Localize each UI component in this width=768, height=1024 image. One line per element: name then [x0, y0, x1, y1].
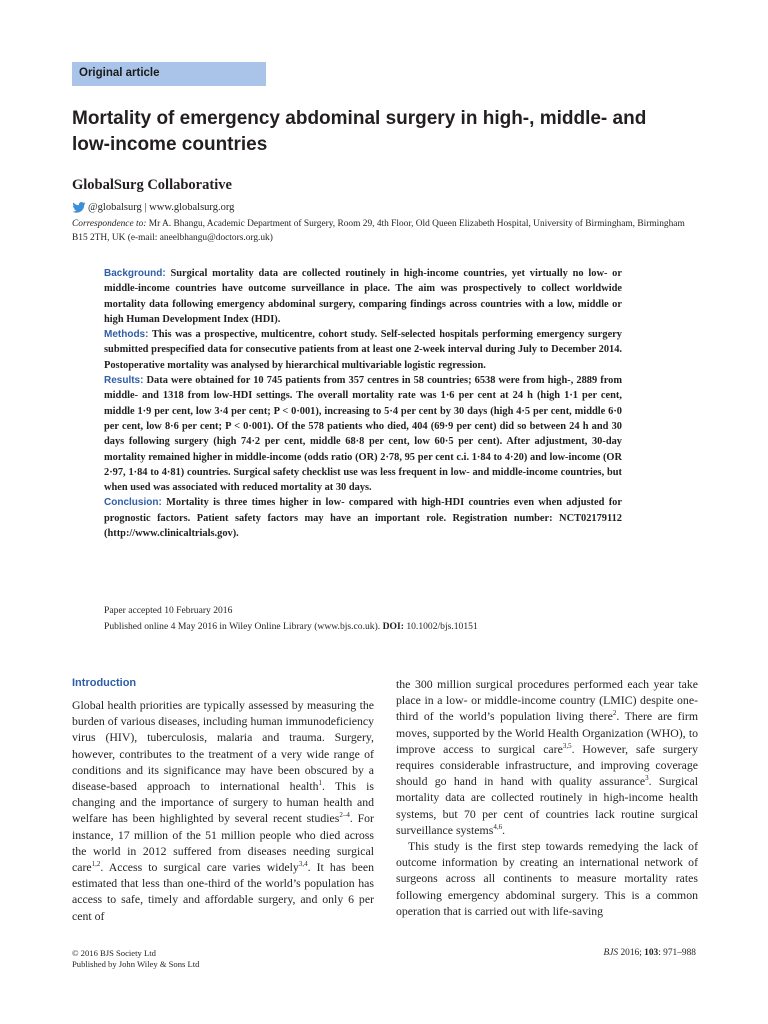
- citation-ref[interactable]: 3,4: [298, 860, 308, 869]
- journal-abbrev: BJS: [603, 948, 619, 958]
- abstract-methods: [104, 327, 622, 373]
- accepted-date: Paper accepted 10 February 2016: [104, 605, 233, 616]
- body-column-right: [396, 676, 698, 919]
- citation-volume: 103: [644, 948, 659, 958]
- abstract-background-text: Surgical mortality data are collected routinely in high-income countries, yet virtually no low- or middle-income countries have outcome surveillance in place. The aim was prospectively to collect worldwide mortality data following emergency abdominal surgery, comparing findings across countries with a low, middle or high Human Development Index (HDI).: [104, 268, 622, 325]
- citation-ref[interactable]: 1: [318, 779, 323, 788]
- citation-ref[interactable]: 4,6: [493, 822, 503, 831]
- abstract: [104, 266, 622, 541]
- article-title: Mortality of emergency abdominal surgery in high-, middle- and low-income countries: [72, 108, 647, 155]
- abstract-results-heading: Results:: [104, 375, 144, 387]
- body-text: .: [502, 822, 506, 837]
- introduction-paragraph-2: This study is the first step towards remedying the lack of outcome information by creating an international network of surgeons across all continents to measure mortality rates following emergency abdominal surgery. This is a common operation that is carried out with life-saving: [396, 839, 698, 918]
- abstract-methods-heading: Methods:: [104, 329, 149, 341]
- published-text: Published online 4 May 2016 in Wiley Online Library (www.bjs.co.uk).: [104, 621, 383, 632]
- citation-ref[interactable]: 2–4: [339, 811, 350, 820]
- footer-copyright: [72, 948, 199, 970]
- abstract-background: [104, 266, 622, 327]
- introduction-paragraph-1: [72, 697, 374, 924]
- citation-ref[interactable]: 3,5: [562, 741, 572, 750]
- correspondence-label: Correspondence to:: [72, 219, 147, 229]
- citation-ref[interactable]: 2: [612, 709, 617, 718]
- citation-pages: : 971–988: [658, 948, 696, 958]
- publication-meta: [104, 603, 624, 635]
- citation-year: 2016;: [618, 948, 645, 958]
- body-text: . Access to surgical care varies widely: [100, 860, 299, 875]
- abstract-conclusion-heading: Conclusion:: [104, 497, 162, 509]
- abstract-results: [104, 373, 622, 495]
- social-links: [72, 201, 234, 214]
- body-text: . Surgical mortality data are collected routinely in high-income health systems, but 70 per cent of countries lack routine surgical surveillance systems: [396, 774, 699, 837]
- abstract-results-text: Data were obtained for 10 745 patients from 357 centres in 58 countries; 6538 were from high-, 2889 from middle- and 1318 from low-HDI settings. The overall mortality rate was 1·6 per cent at 24 h (high 1·1 per cent, middle 1·9 per cent, low 3·4 per cent; P < 0·001), increasing to 5·4 per cent by 30 days (high 4·5 per cent, middle 6·0 per cent, low 8·6 per cent; P < 0·001). Of the 578 patients who died, 404 (69·9 per cent) did so between 24 h and 30 days following surgery (high 74·2 per cent, middle 68·8 per cent, low 60·5 per cent). After adjustment, 30-day mortality remained higher in middle-income (odds ratio (OR) 2·78, 95 per cent c.i. 1·84 to 4·20) and low-income (OR 2·97, 1·84 to 4·81) countries. Surgical safety checklist use was less frequent in low- and middle-income countries, but when used was associated with reduced mortality at 30 days.: [104, 375, 622, 494]
- twitter-bird-icon: [72, 202, 86, 213]
- published-line: [104, 619, 624, 635]
- copyright-line: © 2016 BJS Society Ltd: [72, 948, 156, 958]
- article-type-banner: [72, 62, 266, 86]
- body-text: Global health priorities are typically assessed by measuring the burden of various diseases, including human immunodeficiency virus (HIV), tuberculosis, malaria and trauma. Surgery, however, contributes to the treatment of a very wide range of conditions and its significance may have been obscured by a disease-based approach to international health: [72, 698, 374, 794]
- introduction-paragraph-1-cont: [396, 676, 698, 838]
- body-text: . For instance, 17 million of the 51 million people who died across the world in 2012 suffered from diseases needing surgical care: [72, 811, 374, 875]
- author-group: GlobalSurg Collaborative: [72, 177, 232, 193]
- body-text: . There are firm moves, supported by the World Health Organization (WHO), to improve access to surgical care: [396, 709, 698, 756]
- abstract-conclusion: [104, 495, 622, 541]
- doi-value[interactable]: 10.1002/bjs.10151: [403, 621, 478, 632]
- doi-label: DOI:: [382, 621, 404, 632]
- body-column-left: [72, 676, 374, 924]
- abstract-background-heading: Background:: [104, 268, 166, 279]
- correspondence-text: Mr A. Bhangu, Academic Department of Surgery, Room 29, 4th Floor, Old Queen Elizabeth Hospital, University of Birmingham, Birmingham B15 2TH, UK (e-mail: aneelbhangu@doctors.org.uk): [72, 219, 685, 243]
- social-link-text[interactable]: @globalsurg | www.globalsurg.org: [88, 202, 235, 213]
- body-text: the 300 million surgical procedures performed each year take place in a low- or middle-income country (LMIC) despite one-third of the world’s population living there: [396, 677, 698, 724]
- article-type-label: Original article: [79, 67, 160, 79]
- correspondence-note: [72, 217, 692, 245]
- body-text: . It has been estimated that less than one-third of the world’s population has access to safe, timely and affordable surgery, and only 6 per cent of: [72, 860, 375, 923]
- citation-ref[interactable]: 1,2: [91, 860, 101, 869]
- body-text: . However, safe surgery requires considerable infrastructure, and improving coverage should go hand in hand with quality assurance: [396, 741, 698, 789]
- footer-citation: [604, 948, 696, 959]
- body-text: . This is changing and the importance of surgery to human health and welfare has been highlighted by several recent studies: [72, 779, 374, 826]
- citation-ref[interactable]: 3: [645, 774, 649, 783]
- publisher-line: Published by John Wiley & Sons Ltd: [72, 959, 200, 969]
- abstract-methods-text: This was a prospective, multicentre, cohort study. Self-selected hospitals performing emergency surgery submitted prespecified data for consecutive patients from at least one 2-week interval during July to December 2014. Postoperative mortality was analysed by hierarchical multivariable logistic regression.: [104, 329, 622, 371]
- introduction-heading: Introduction: [72, 677, 137, 689]
- abstract-conclusion-text: Mortality is three times higher in low- compared with high-HDI countries even when adjusted for prognostic factors. Patient safety factors may have an important role. Registration number: NCT02179112 (http://www.clinicaltrials.gov).: [104, 497, 622, 540]
